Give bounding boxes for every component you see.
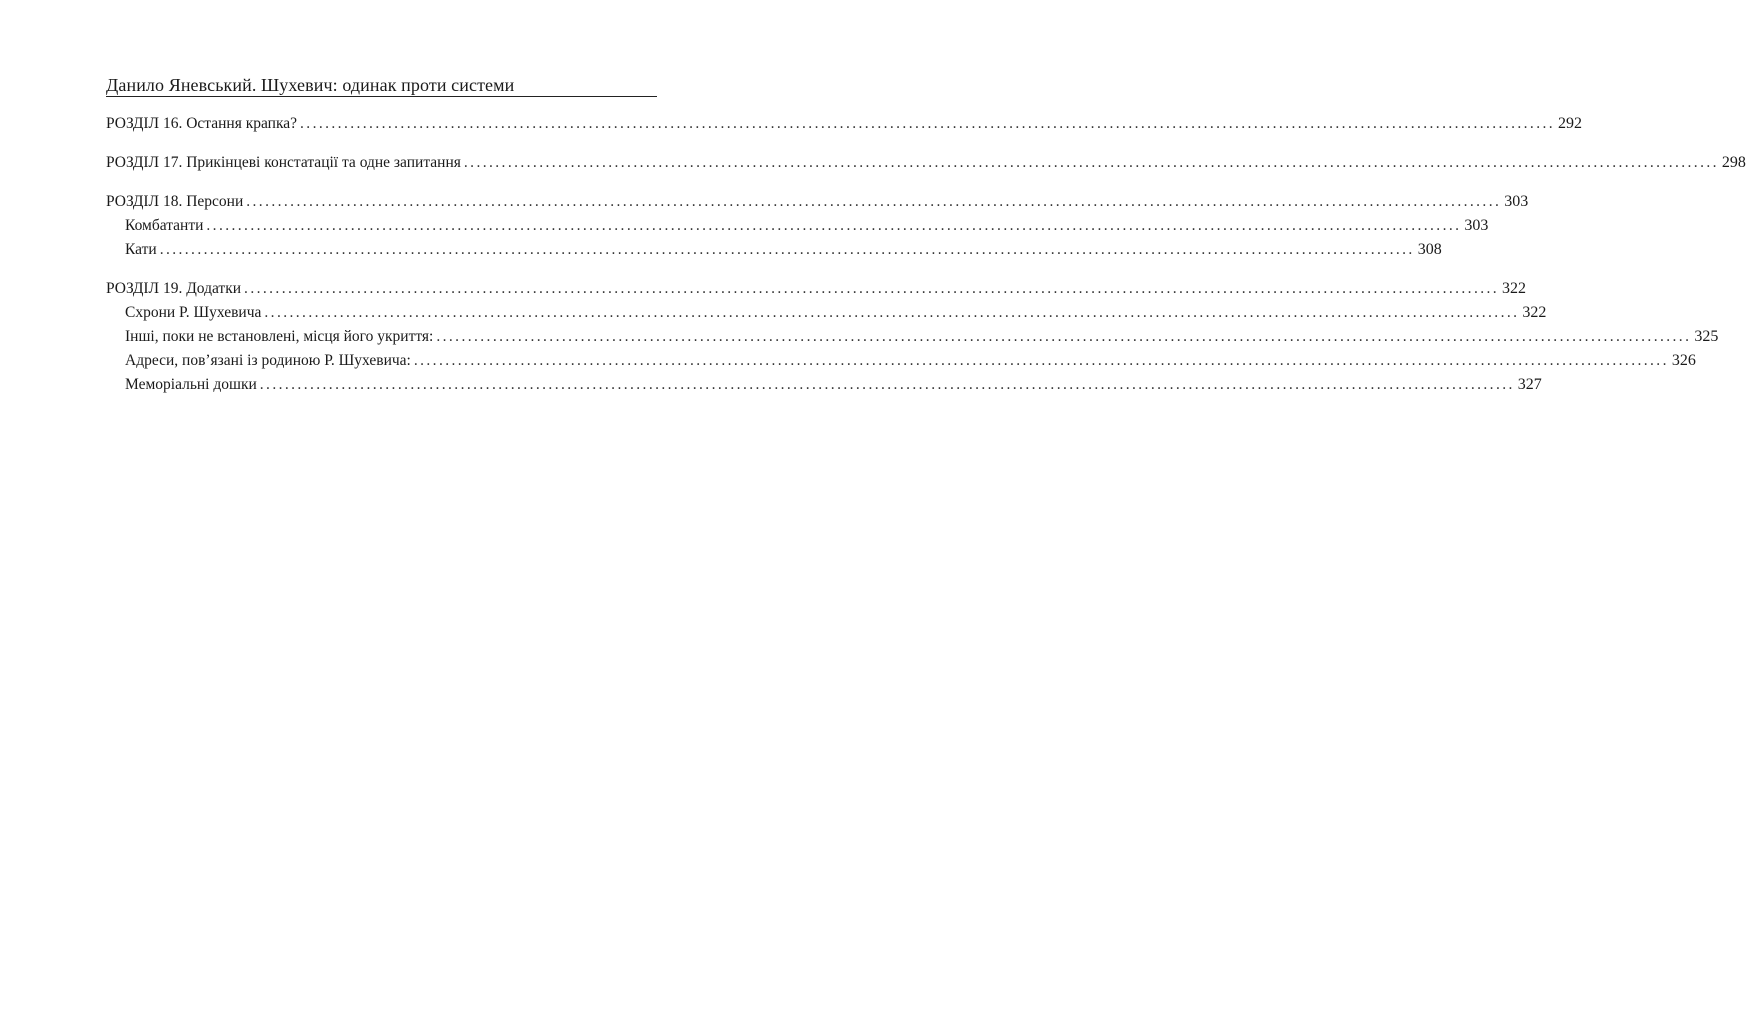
toc-entry-label: РОЗДІЛ 18. Персони xyxy=(106,193,244,210)
toc-entry-page: 298 xyxy=(1721,154,1746,171)
toc-leader-dots: ........................................................................................................................................................................................................ xyxy=(246,193,1502,210)
toc-entry-label: Адреси, пов’язані із родиною Р. Шухевича: xyxy=(125,352,411,369)
toc-entry-label: Схрони Р. Шухевича xyxy=(125,304,262,321)
toc-entry-label: Комбатанти xyxy=(125,217,204,234)
toc-entry-page: 322 xyxy=(1502,280,1527,297)
toc-leader-dots: ........................................................................................................................................................................................................ xyxy=(413,352,1669,369)
toc-entry-label: РОЗДІЛ 16. Остання крапка? xyxy=(106,115,298,132)
toc-entry xyxy=(106,112,1583,136)
toc-subentry xyxy=(106,238,1442,262)
toc-entry-label: Меморіальні дошки xyxy=(125,376,257,393)
toc-subentry xyxy=(106,301,1547,325)
toc-leader-dots: ........................................................................................................................................................................................................ xyxy=(206,217,1462,234)
toc-entry-page: 292 xyxy=(1558,115,1583,132)
header-rule xyxy=(106,96,657,97)
toc-leader-dots: ........................................................................................................................................................................................................ xyxy=(244,280,1500,297)
toc-entry-page: 327 xyxy=(1517,376,1542,393)
toc-entry-page: 308 xyxy=(1417,241,1442,258)
table-of-contents xyxy=(106,112,1746,397)
toc-leader-dots: ........................................................................................................................................................................................................ xyxy=(436,328,1692,345)
toc-entry xyxy=(106,151,1746,175)
toc-subentry xyxy=(106,349,1696,373)
toc-leader-dots: ........................................................................................................................................................................................................ xyxy=(159,241,1415,258)
toc-entry-label: РОЗДІЛ 17. Прикінцеві констатації та одне запитання xyxy=(106,154,461,171)
toc-entry-page: 325 xyxy=(1694,328,1719,345)
toc-leader-dots: ........................................................................................................................................................................................................ xyxy=(300,115,1556,132)
toc-leader-dots: ........................................................................................................................................................................................................ xyxy=(463,154,1719,171)
toc-entry xyxy=(106,277,1527,301)
toc-entry-label: РОЗДІЛ 19. Додатки xyxy=(106,280,242,297)
toc-entry xyxy=(106,190,1529,214)
toc-leader-dots: ........................................................................................................................................................................................................ xyxy=(264,304,1520,321)
toc-subentry xyxy=(106,373,1542,397)
toc-subentry xyxy=(106,325,1719,349)
running-header: Данило Яневський. Шухевич: одинак проти системи xyxy=(106,75,515,95)
toc-subentry xyxy=(106,214,1489,238)
toc-entry-label: Кати xyxy=(125,241,157,258)
toc-entry-page: 303 xyxy=(1464,217,1489,234)
toc-entry-label: Інші, поки не встановлені, місця його укриття: xyxy=(125,328,434,345)
toc-leader-dots: ........................................................................................................................................................................................................ xyxy=(259,376,1515,393)
toc-entry-page: 322 xyxy=(1522,304,1547,321)
toc-entry-page: 303 xyxy=(1504,193,1529,210)
toc-entry-page: 326 xyxy=(1671,352,1696,369)
